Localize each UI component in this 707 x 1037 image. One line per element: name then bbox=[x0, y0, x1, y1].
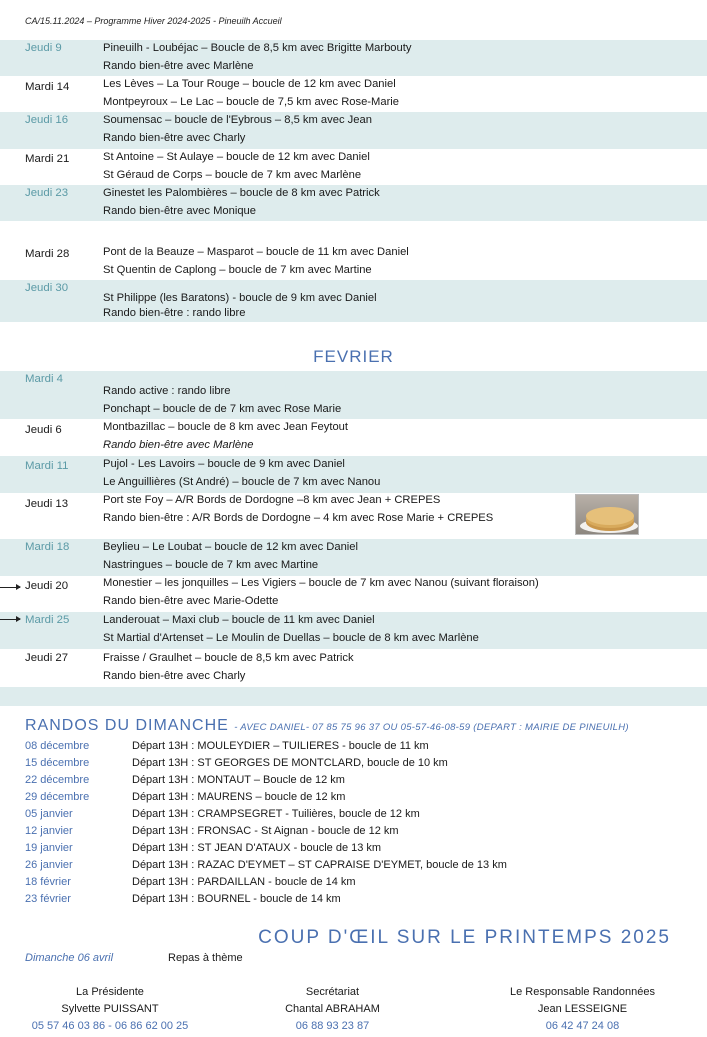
sunday-date: 08 décembre bbox=[25, 740, 90, 752]
sunday-date: 22 décembre bbox=[25, 774, 90, 786]
sunday-date: 26 janvier bbox=[25, 859, 73, 871]
schedule-row bbox=[0, 649, 707, 687]
schedule-day: Mardi 21 bbox=[25, 153, 70, 165]
schedule-row bbox=[0, 612, 707, 649]
schedule-line: Rando active : rando libre bbox=[103, 385, 231, 397]
contact-hike-manager bbox=[495, 984, 670, 1035]
schedule-line: Rando bien-être avec Marie-Odette bbox=[103, 595, 279, 607]
schedule-row bbox=[0, 221, 707, 280]
contact-role: Le Responsable Randonnées bbox=[510, 986, 655, 998]
schedule-line: Les Lèves – La Tour Rouge – boucle de 12 km avec Daniel bbox=[103, 78, 396, 90]
schedule-line: Rando bien-être avec Marlène bbox=[103, 439, 254, 451]
schedule-line: Nastringues – boucle de 7 km avec Martine bbox=[103, 559, 319, 571]
schedule-row bbox=[0, 576, 707, 612]
sunday-text: Départ 13H : MOULEYDIER – TUILIERES - boucle de 11 km bbox=[132, 740, 429, 752]
schedule-line: Pineuilh - Loubéjac – Boucle de 8,5 km avec Brigitte Marbouty bbox=[103, 42, 412, 54]
sunday-date: 12 janvier bbox=[25, 825, 73, 837]
document-header: CA/15.11.2024 – Programme Hiver 2024-2025 - Pineuilh Accueil bbox=[25, 16, 282, 26]
schedule-row bbox=[0, 185, 707, 221]
schedule-line: St Martial d'Artenset – Le Moulin de Duellas – boucle de 8 km avec Marlène bbox=[103, 632, 479, 644]
schedule-line: Rando bien-être avec Charly bbox=[103, 670, 246, 682]
schedule-line: Rando bien-être avec Monique bbox=[103, 205, 256, 217]
schedule-line: St Philippe (les Baratons) - boucle de 9 km avec Daniel bbox=[103, 292, 377, 304]
spring-event-date: Dimanche 06 avril bbox=[25, 952, 114, 964]
contact-president bbox=[10, 984, 210, 1035]
spring-event-label: Repas à thème bbox=[168, 952, 243, 964]
schedule-day: Jeudi 9 bbox=[25, 42, 62, 54]
schedule-day: Jeudi 23 bbox=[25, 187, 69, 199]
sunday-date: 23 février bbox=[25, 893, 71, 905]
schedule-row bbox=[0, 112, 707, 149]
sunday-title: RANDOS DU DIMANCHE bbox=[25, 717, 229, 734]
sunday-date: 29 décembre bbox=[25, 791, 90, 803]
sunday-date: 18 février bbox=[25, 876, 71, 888]
contact-secretary bbox=[245, 984, 420, 1035]
schedule-day: Jeudi 13 bbox=[25, 498, 69, 510]
sunday-text: Départ 13H : ST GEORGES DE MONTCLARD, boucle de 10 km bbox=[132, 757, 448, 769]
schedule-line: Soumensac – boucle de l'Eybrous – 8,5 km avec Jean bbox=[103, 114, 372, 126]
schedule-day: Mardi 14 bbox=[25, 81, 70, 93]
schedule-line: Rando bien-être : rando libre bbox=[103, 307, 246, 319]
schedule-row bbox=[0, 149, 707, 185]
contact-role: La Présidente bbox=[76, 986, 144, 998]
schedule-row bbox=[0, 371, 707, 419]
contact-name: Chantal ABRAHAM bbox=[285, 1003, 380, 1015]
sunday-text: Départ 13H : MAURENS – boucle de 12 km bbox=[132, 791, 346, 803]
schedule-line: Rando bien-être avec Marlène bbox=[103, 60, 254, 72]
sunday-date: 15 décembre bbox=[25, 757, 90, 769]
sunday-text: Départ 13H : RAZAC D'EYMET – ST CAPRAISE D'EYMET, boucle de 13 km bbox=[132, 859, 507, 871]
pancake-photo bbox=[575, 494, 639, 535]
schedule-day: Mardi 25 bbox=[25, 614, 70, 626]
schedule-day: Mardi 4 bbox=[25, 373, 63, 385]
schedule-row bbox=[0, 40, 707, 76]
schedule-line: Montbazillac – boucle de 8 km avec Jean Feytout bbox=[103, 421, 349, 433]
schedule-line: Beylieu – Le Loubat – boucle de 12 km avec Daniel bbox=[103, 541, 358, 553]
contact-role: Secrétariat bbox=[305, 986, 360, 998]
schedule-day: Jeudi 30 bbox=[25, 282, 69, 294]
sunday-text: Départ 13H : MONTAUT – Boucle de 12 km bbox=[132, 774, 345, 786]
sunday-text: Départ 13H : ST JEAN D'ATAUX - boucle de 13 km bbox=[132, 842, 382, 854]
schedule-row bbox=[0, 456, 707, 493]
contact-name: Sylvette PUISSANT bbox=[61, 1003, 159, 1015]
schedule-line: Rando bien-être : A/R Bords de Dordogne – 4 km avec Rose Marie + CREPES bbox=[103, 512, 494, 524]
schedule-row bbox=[0, 419, 707, 456]
spring-title: COUP D'ŒIL SUR LE PRINTEMPS 2025 bbox=[258, 927, 671, 948]
sunday-text: Départ 13H : BOURNEL - boucle de 14 km bbox=[132, 893, 341, 905]
contact-phone: 05 57 46 03 86 - 06 86 62 00 25 bbox=[31, 1020, 189, 1032]
sunday-date: 19 janvier bbox=[25, 842, 73, 854]
schedule-line: Landerouat – Maxi club – boucle de 11 km avec Daniel bbox=[103, 614, 375, 626]
month-title-february: FEVRIER bbox=[313, 347, 394, 366]
contact-name: Jean LESSEIGNE bbox=[537, 1003, 628, 1015]
schedule-row bbox=[0, 539, 707, 576]
sunday-text: Départ 13H : FRONSAC - St Aignan - boucle de 12 km bbox=[132, 825, 399, 837]
sunday-date: 05 janvier bbox=[25, 808, 73, 820]
schedule-line: Montpeyroux – Le Lac – boucle de 7,5 km avec Rose-Marie bbox=[103, 96, 400, 108]
schedule-line: St Géraud de Corps – boucle de 7 km avec Marlène bbox=[103, 169, 362, 181]
schedule-day: Jeudi 27 bbox=[25, 652, 69, 664]
sunday-subtitle: - AVEC DANIEL- 07 85 75 96 37 OU 05-57-46-08-59 (DEPART : MAIRIE DE PINEUILH) bbox=[234, 722, 629, 733]
schedule-line: Rando bien-être avec Charly bbox=[103, 132, 246, 144]
sunday-section-title bbox=[25, 717, 629, 735]
contact-phone: 06 42 47 24 08 bbox=[545, 1020, 620, 1032]
schedule-row-empty bbox=[0, 687, 707, 706]
sunday-text: Départ 13H : CRAMPSEGRET - Tuilières, boucle de 12 km bbox=[132, 808, 420, 820]
schedule-day: Jeudi 16 bbox=[25, 114, 69, 126]
schedule-line: Ponchapt – boucle de de 7 km avec Rose Marie bbox=[103, 403, 342, 415]
schedule-line: Ginestet les Palombières – boucle de 8 km avec Patrick bbox=[103, 187, 380, 199]
schedule-line: Port ste Foy – A/R Bords de Dordogne –8 km avec Jean + CREPES bbox=[103, 494, 441, 506]
schedule-row bbox=[0, 76, 707, 112]
schedule-line: Le Anguillières (St André) – boucle de 7 km avec Nanou bbox=[103, 476, 381, 488]
schedule-line: Monestier – les jonquilles – Les Vigiers – boucle de 7 km avec Nanou (suivant floraison) bbox=[103, 577, 539, 589]
crepes-shape bbox=[586, 507, 634, 525]
schedule-line: Pujol - Les Lavoirs – boucle de 9 km avec Daniel bbox=[103, 458, 345, 470]
schedule-line: St Quentin de Caplong – boucle de 7 km avec Martine bbox=[103, 264, 372, 276]
arrow-right-icon bbox=[0, 619, 20, 620]
schedule-day: Mardi 11 bbox=[25, 460, 69, 472]
schedule-line: Fraisse / Graulhet – boucle de 8,5 km avec Patrick bbox=[103, 652, 354, 664]
schedule-row bbox=[0, 280, 707, 322]
schedule-line: St Antoine – St Aulaye – boucle de 12 km avec Daniel bbox=[103, 151, 370, 163]
schedule-day: Jeudi 20 bbox=[25, 580, 69, 592]
sunday-text: Départ 13H : PARDAILLAN - boucle de 14 km bbox=[132, 876, 356, 888]
arrow-right-icon bbox=[0, 587, 20, 588]
schedule-day: Mardi 18 bbox=[25, 541, 70, 553]
schedule-day: Mardi 28 bbox=[25, 248, 70, 260]
schedule-line: Pont de la Beauze – Masparot – boucle de 11 km avec Daniel bbox=[103, 246, 409, 258]
contact-phone: 06 88 93 23 87 bbox=[295, 1020, 370, 1032]
schedule-day: Jeudi 6 bbox=[25, 424, 62, 436]
